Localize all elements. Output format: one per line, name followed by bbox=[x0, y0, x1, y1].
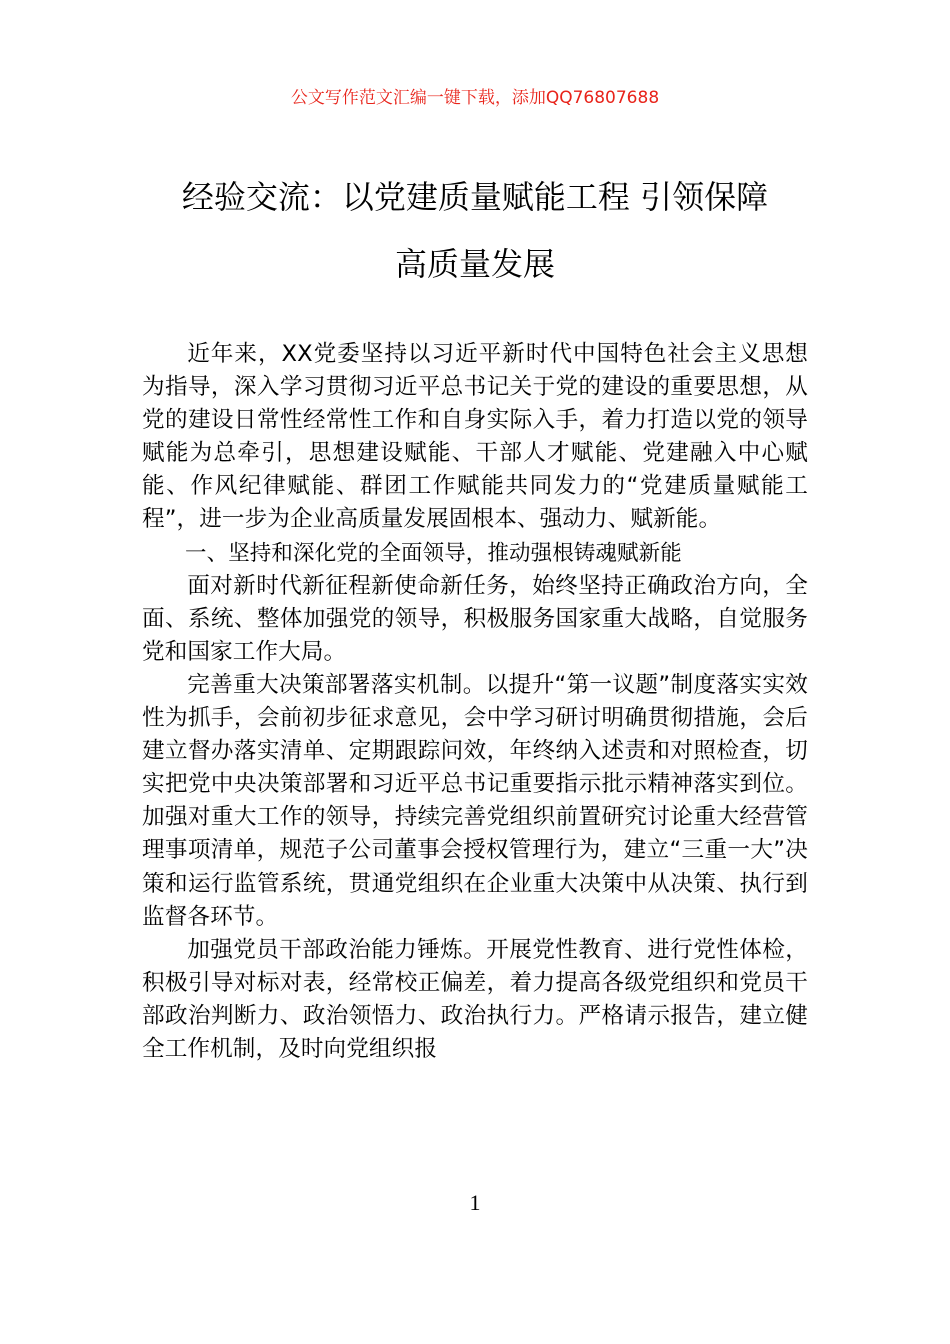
section-1-intro-paragraph: 面对新时代新征程新使命新任务，始终坚持正确政治方向，全面、系统、整体加强党的领导，积极服务国家重大战略，自觉服务党和国家工作大局。 bbox=[142, 572, 808, 665]
decision-mechanism-paragraph: 完善重大决策部署落实机制。以提升“第一议题”制度落实实效性为抓手，会前初步征求意见，会中学习研讨明确贯彻措施，会后建立督办落实清单、定期跟踪问效，年终纳入述责和对照检查，切实把党中央决策部署和习近平总书记重要指示批示精神落实到位。加强对重大工作的领导，持续完善党组织前置研究讨论重大经营管理事项清单，规范子公司董事会授权管理行为，建立“三重一大”决策和运行监管系统，贯通党组织在企业重大决策中从决策、执行到监督各环节。 bbox=[142, 671, 808, 930]
download-banner: 公文写作范文汇编一键下载，添加QQ76807688 bbox=[290, 88, 660, 108]
intro-paragraph: 近年来，XX党委坚持以习近平新时代中国特色社会主义思想为指导，深入学习贯彻习近平总书记关于党的建设的重要思想，从党的建设日常性经常性工作和自身实际入手，着力打造以党的领导赋能为总牵引，思想建设赋能、干部人才赋能、党建融入中心赋能、作风纪律赋能、群团工作赋能共同发力的“党建质量赋能工程”，进一步为企业高质量发展固根本、强动力、赋新能。 bbox=[142, 341, 808, 533]
page-number: 1 bbox=[469, 1190, 481, 1215]
section-heading-1: 一、坚持和深化党的全面领导，推动强根铸魂赋新能 bbox=[185, 540, 682, 566]
political-ability-paragraph: 加强党员干部政治能力锤炼。开展党性教育、进行党性体检，积极引导对标对表，经常校正偏差，着力提高各级党组织和党员干部政治判断力、政治领悟力、政治执行力。严格请示报告，建立健全工作机制，及时向党组织报 bbox=[142, 936, 808, 1062]
document-title-line-2: 高质量发展 bbox=[394, 245, 555, 283]
document-title-line-1: 经验交流：以党建质量赋能工程 引领保障 bbox=[181, 178, 769, 216]
document-body bbox=[142, 338, 808, 1066]
